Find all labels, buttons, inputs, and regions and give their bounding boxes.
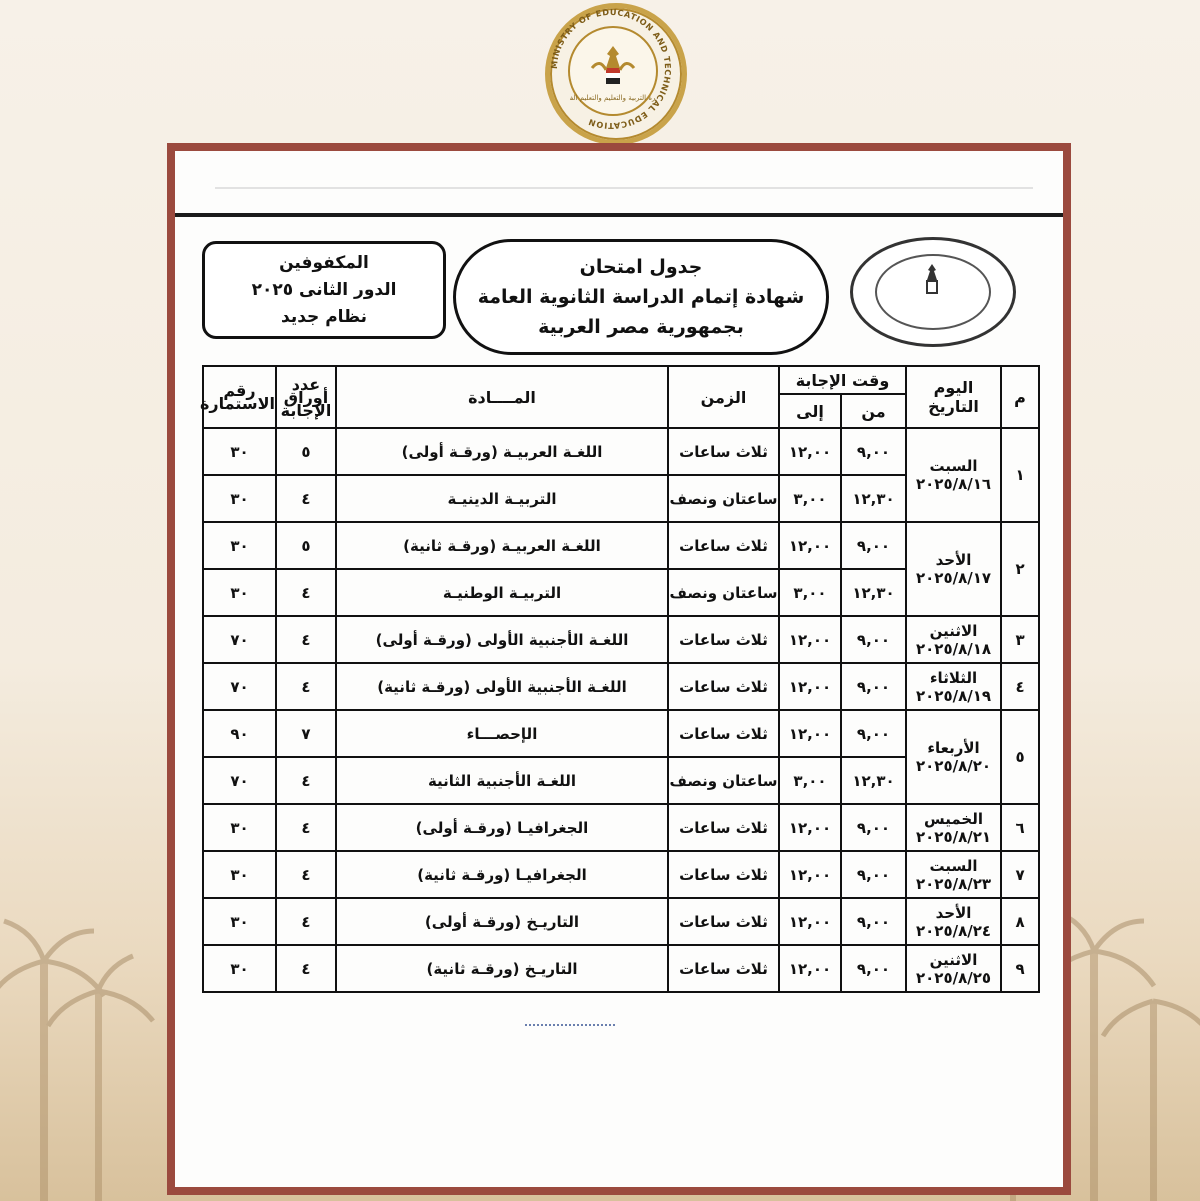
row-subject: الجغرافيـا (ورقـة أولى)	[336, 804, 668, 851]
table-row	[203, 710, 1039, 757]
row-sheets: ٧	[276, 710, 336, 757]
row-day-date	[906, 616, 1001, 663]
row-subject: اللغـة العربيـة (ورقـة أولى)	[336, 428, 668, 475]
row-from: ٩,٠٠	[841, 663, 906, 710]
row-subject: اللغـة العربيـة (ورقـة ثانية)	[336, 522, 668, 569]
row-from: ١٢,٣٠	[841, 475, 906, 522]
row-num: ٦	[1001, 804, 1039, 851]
schedule-body	[203, 428, 1039, 992]
row-form: ٣٠	[203, 569, 276, 616]
row-date: ٢٠٢٥/٨/٢٠	[915, 757, 992, 775]
table-row	[203, 428, 1039, 475]
row-sheets: ٤	[276, 804, 336, 851]
row-subject: اللغـة الأجنبية الثانية	[336, 757, 668, 804]
document-frame	[167, 143, 1071, 1195]
row-day-date	[906, 663, 1001, 710]
row-sheets: ٤	[276, 898, 336, 945]
row-from: ٩,٠٠	[841, 616, 906, 663]
row-duration: ثلاث ساعات	[668, 804, 779, 851]
col-sheets: عدد أوراق الإجابة	[276, 366, 336, 428]
col-subject: المــــادة	[336, 366, 668, 428]
row-subject: التربيـة الدينيـة	[336, 475, 668, 522]
row-num: ٧	[1001, 851, 1039, 898]
table-row	[203, 522, 1039, 569]
row-from: ٩,٠٠	[841, 522, 906, 569]
row-day-date	[906, 804, 1001, 851]
row-date: ٢٠٢٥/٨/٢٣	[915, 874, 992, 893]
row-num: ٥	[1001, 710, 1039, 804]
row-day-date	[906, 428, 1001, 522]
row-sheets: ٤	[276, 616, 336, 663]
row-num: ٤	[1001, 663, 1039, 710]
row-form: ٣٠	[203, 945, 276, 992]
title-line-3: بجمهورية مصر العربية	[538, 316, 744, 338]
table-row	[203, 851, 1039, 898]
table-row	[203, 663, 1039, 710]
row-from: ٩,٠٠	[841, 710, 906, 757]
row-sheets: ٤	[276, 757, 336, 804]
row-day: الخميس	[924, 809, 983, 828]
col-day-date: اليوم التاريخ	[906, 366, 1001, 428]
row-day: الاثنين	[929, 950, 978, 969]
row-form: ٣٠	[203, 475, 276, 522]
svg-text:وزارة التربية والتعليم والتعلي: رة التربية والتعليم والتعليم الف	[570, 94, 656, 102]
row-day-date	[906, 898, 1001, 945]
row-num: ٢	[1001, 522, 1039, 616]
row-date: ٢٠٢٥/٨/١٨	[915, 639, 992, 658]
row-to: ١٢,٠٠	[779, 945, 841, 992]
exam-info-box	[202, 241, 446, 339]
row-day: الثلاثاء	[929, 668, 978, 687]
row-sheets: ٤	[276, 475, 336, 522]
row-from: ١٢,٣٠	[841, 569, 906, 616]
col-answer-time: وقت الإجابة	[779, 366, 906, 394]
row-to: ١٢,٠٠	[779, 710, 841, 757]
row-to: ١٢,٠٠	[779, 522, 841, 569]
row-duration: ساعتان ونصف	[668, 569, 779, 616]
row-to: ١٢,٠٠	[779, 851, 841, 898]
row-form: ٩٠	[203, 710, 276, 757]
row-date: ٢٠٢٥/٨/٢٥	[915, 968, 992, 987]
info-system: نظام جديد	[281, 306, 367, 327]
row-date: ٢٠٢٥/٨/١٧	[915, 569, 992, 587]
row-duration: ساعتان ونصف	[668, 757, 779, 804]
row-duration: ثلاث ساعات	[668, 945, 779, 992]
row-date: ٢٠٢٥/٨/١٩	[915, 686, 992, 705]
row-num: ٩	[1001, 945, 1039, 992]
row-day: الأحد	[935, 551, 972, 569]
row-subject: التاريـخ (ورقـة ثانية)	[336, 945, 668, 992]
row-num: ٨	[1001, 898, 1039, 945]
row-day: السبت	[929, 856, 978, 875]
row-sheets: ٤	[276, 663, 336, 710]
row-date: ٢٠٢٥/٨/٢١	[915, 827, 992, 846]
row-from: ٩,٠٠	[841, 851, 906, 898]
row-subject: التربيـة الوطنيـة	[336, 569, 668, 616]
row-form: ٣٠	[203, 428, 276, 475]
top-divider	[175, 213, 1063, 217]
row-duration: ثلاث ساعات	[668, 710, 779, 757]
row-date: ٢٠٢٥/٨/١٦	[915, 475, 992, 493]
info-round: الدور الثانى ٢٠٢٥	[251, 279, 397, 300]
col-num: م	[1001, 366, 1039, 428]
row-day: السبت	[929, 457, 978, 475]
row-day-date	[906, 945, 1001, 992]
row-to: ٣,٠٠	[779, 569, 841, 616]
title-line-2: شهادة إتمام الدراسة الثانوية العامة	[477, 286, 805, 308]
col-form: رقم الاستمارة	[203, 366, 276, 428]
row-form: ٧٠	[203, 757, 276, 804]
ministry-seal	[850, 237, 1016, 347]
table-row	[203, 616, 1039, 663]
row-date: ٢٠٢٥/٨/٢٤	[915, 921, 992, 940]
exam-schedule-table	[199, 365, 1040, 993]
row-duration: ثلاث ساعات	[668, 898, 779, 945]
row-sheets: ٤	[276, 569, 336, 616]
table-row	[203, 898, 1039, 945]
row-day-date	[906, 851, 1001, 898]
row-day-date	[906, 522, 1001, 616]
row-day: الأحد	[935, 903, 972, 922]
row-from: ٩,٠٠	[841, 898, 906, 945]
row-subject: اللغـة الأجنبية الأولى (ورقـة أولى)	[336, 616, 668, 663]
row-duration: ثلاث ساعات	[668, 663, 779, 710]
row-to: ١٢,٠٠	[779, 663, 841, 710]
row-from: ٩,٠٠	[841, 804, 906, 851]
row-subject: الإحصـــاء	[336, 710, 668, 757]
row-form: ٣٠	[203, 851, 276, 898]
row-num: ٣	[1001, 616, 1039, 663]
eagle-icon	[919, 264, 945, 294]
row-to: ١٢,٠٠	[779, 616, 841, 663]
row-to: ١٢,٠٠	[779, 428, 841, 475]
row-duration: ثلاث ساعات	[668, 522, 779, 569]
row-subject: الجغرافيـا (ورقـة ثانية)	[336, 851, 668, 898]
row-from: ٩,٠٠	[841, 428, 906, 475]
row-day: الاثنين	[929, 621, 978, 640]
row-sheets: ٤	[276, 945, 336, 992]
row-form: ٣٠	[203, 898, 276, 945]
row-to: ١٢,٠٠	[779, 804, 841, 851]
ministry-logo	[545, 3, 687, 145]
row-num: ١	[1001, 428, 1039, 522]
row-subject: التاريـخ (ورقـة أولى)	[336, 898, 668, 945]
row-day: الأربعاء	[927, 739, 980, 757]
col-to: إلى	[779, 394, 841, 428]
row-duration: ثلاث ساعات	[668, 851, 779, 898]
info-category: المكفوفين	[279, 252, 369, 273]
row-form: ٣٠	[203, 522, 276, 569]
row-from: ٩,٠٠	[841, 945, 906, 992]
title-box	[453, 239, 829, 355]
title-line-1: جدول امتحان	[579, 256, 703, 278]
row-sheets: ٤	[276, 851, 336, 898]
svg-text:MINISTRY OF EDUCATION AND TECH: MINISTRY OF EDUCATION AND TECHNICAL EDUCATION	[548, 6, 674, 132]
col-duration: الزمن	[668, 366, 779, 428]
row-from: ١٢,٣٠	[841, 757, 906, 804]
table-row	[203, 945, 1039, 992]
row-sheets: ٥	[276, 522, 336, 569]
row-form: ٧٠	[203, 616, 276, 663]
col-from: من	[841, 394, 906, 428]
row-sheets: ٥	[276, 428, 336, 475]
row-duration: ثلاث ساعات	[668, 428, 779, 475]
row-form: ٧٠	[203, 663, 276, 710]
row-to: ٣,٠٠	[779, 475, 841, 522]
row-duration: ثلاث ساعات	[668, 616, 779, 663]
row-to: ١٢,٠٠	[779, 898, 841, 945]
row-duration: ساعتان ونصف	[668, 475, 779, 522]
row-to: ٣,٠٠	[779, 757, 841, 804]
row-subject: اللغـة الأجنبية الأولى (ورقـة ثانية)	[336, 663, 668, 710]
row-form: ٣٠	[203, 804, 276, 851]
table-row	[203, 804, 1039, 851]
row-day-date	[906, 710, 1001, 804]
